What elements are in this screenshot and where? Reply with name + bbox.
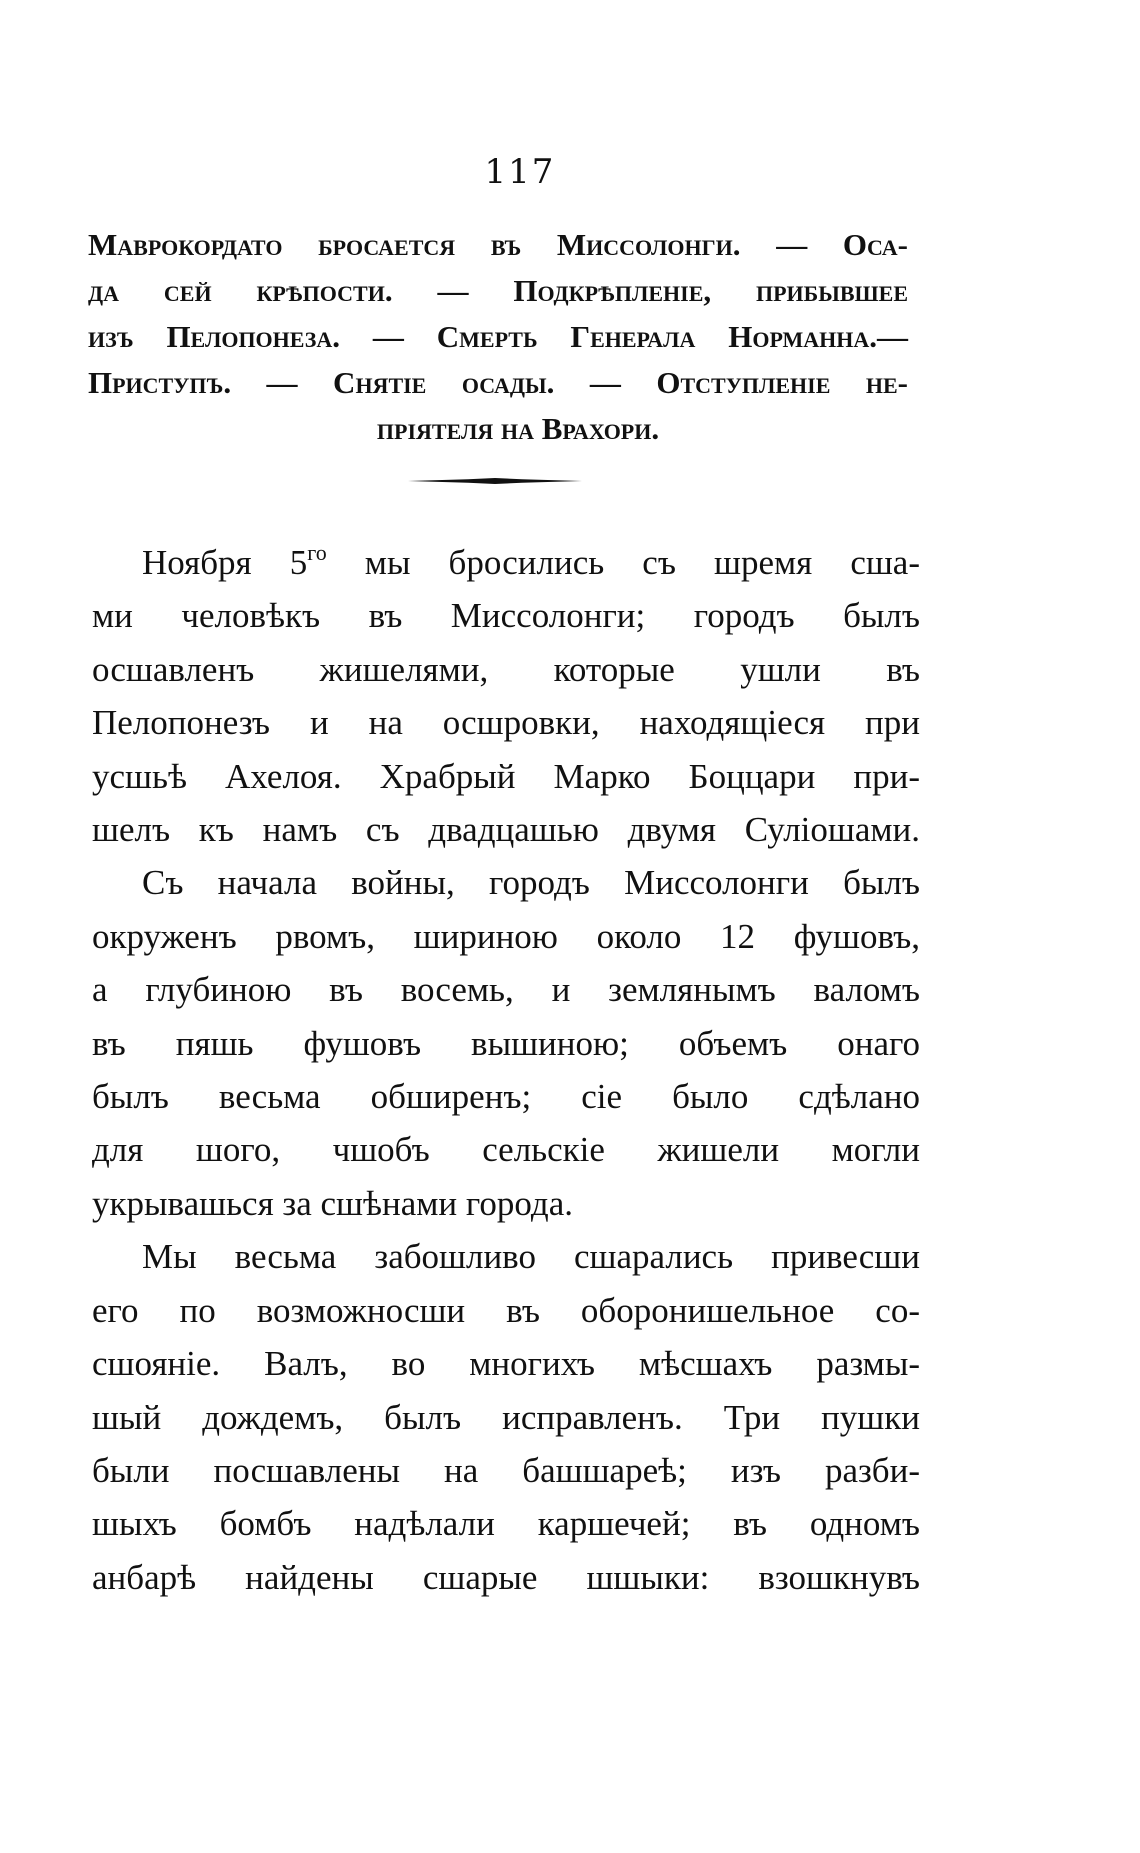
text-line: усшьѣ Ахелоя. Храбрый Марко Боццари при- — [92, 756, 920, 796]
body-text — [92, 536, 920, 1604]
chapter-summary — [88, 222, 908, 452]
summary-line: Маврокордато бросается въ Миссолонги. — Оса- — [88, 227, 908, 262]
text-line: анбарѣ найдены сшарые шшыки: взошкнувъ — [92, 1557, 920, 1597]
text-line: его по возможносши въ оборонишельное со- — [92, 1290, 920, 1330]
paragraph — [92, 536, 920, 856]
text-line: Мы весьма забошливо сшарались привесши — [142, 1237, 920, 1277]
text-line: а глубиною въ восемь, и землянымъ валомъ — [92, 970, 920, 1010]
text-line: шелъ къ намъ съ двадцашью двумя Суліошами. — [92, 810, 920, 850]
text-line: окруженъ рвомъ, шириною около 12 фушовъ, — [92, 916, 920, 956]
summary-line: Приступъ. — Снятіе осады. — Отступленіе не- — [88, 365, 908, 400]
page-number: 117 — [484, 152, 556, 192]
superscript: го — [307, 540, 327, 565]
summary-line: изъ Пелопонеза. — Смерть Генерала Норманна.— — [88, 319, 908, 354]
text-line: шыхъ бомбъ надѣлали каршечей; въ одномъ — [92, 1504, 920, 1544]
summary-line: пріятеля на Врахори. — [376, 411, 660, 446]
section-divider — [408, 478, 582, 484]
text-line: въ пяшь фушовъ вышиною; объемъ онаго — [92, 1023, 920, 1063]
text-line: былъ весьма обширенъ; сіе было сдѣлано — [92, 1077, 920, 1117]
summary-line: да сей крѣпости. — Подкрѣпленіе, прибывшее — [88, 273, 908, 308]
text-line: для шого, чшобъ сельскіе жишели могли — [92, 1130, 920, 1170]
text-line: Съ начала войны, городъ Миссолонги былъ — [142, 863, 920, 903]
text-line: осшавленъ жишелями, которые ушли въ — [92, 649, 920, 689]
text-line: шый дождемъ, былъ исправленъ. Три пушки — [92, 1397, 920, 1437]
text-line: были посшавлены на башшареѣ; изъ разби- — [92, 1450, 920, 1490]
text-line: ми человѣкъ въ Миссолонги; городъ былъ — [92, 596, 920, 636]
text-line: укрывашься за сшѣнами города. — [92, 1183, 573, 1223]
paragraph — [92, 856, 920, 1230]
paragraph — [92, 1230, 920, 1604]
text-line: сшояніе. Валъ, во многихъ мѣсшахъ размы- — [92, 1344, 920, 1384]
text-line: Ноября $5^{го}$ мы бросились съ шремя сша- — [142, 540, 921, 582]
text-line: Пелопонезъ и на осшровки, находящіеся при — [92, 703, 920, 743]
